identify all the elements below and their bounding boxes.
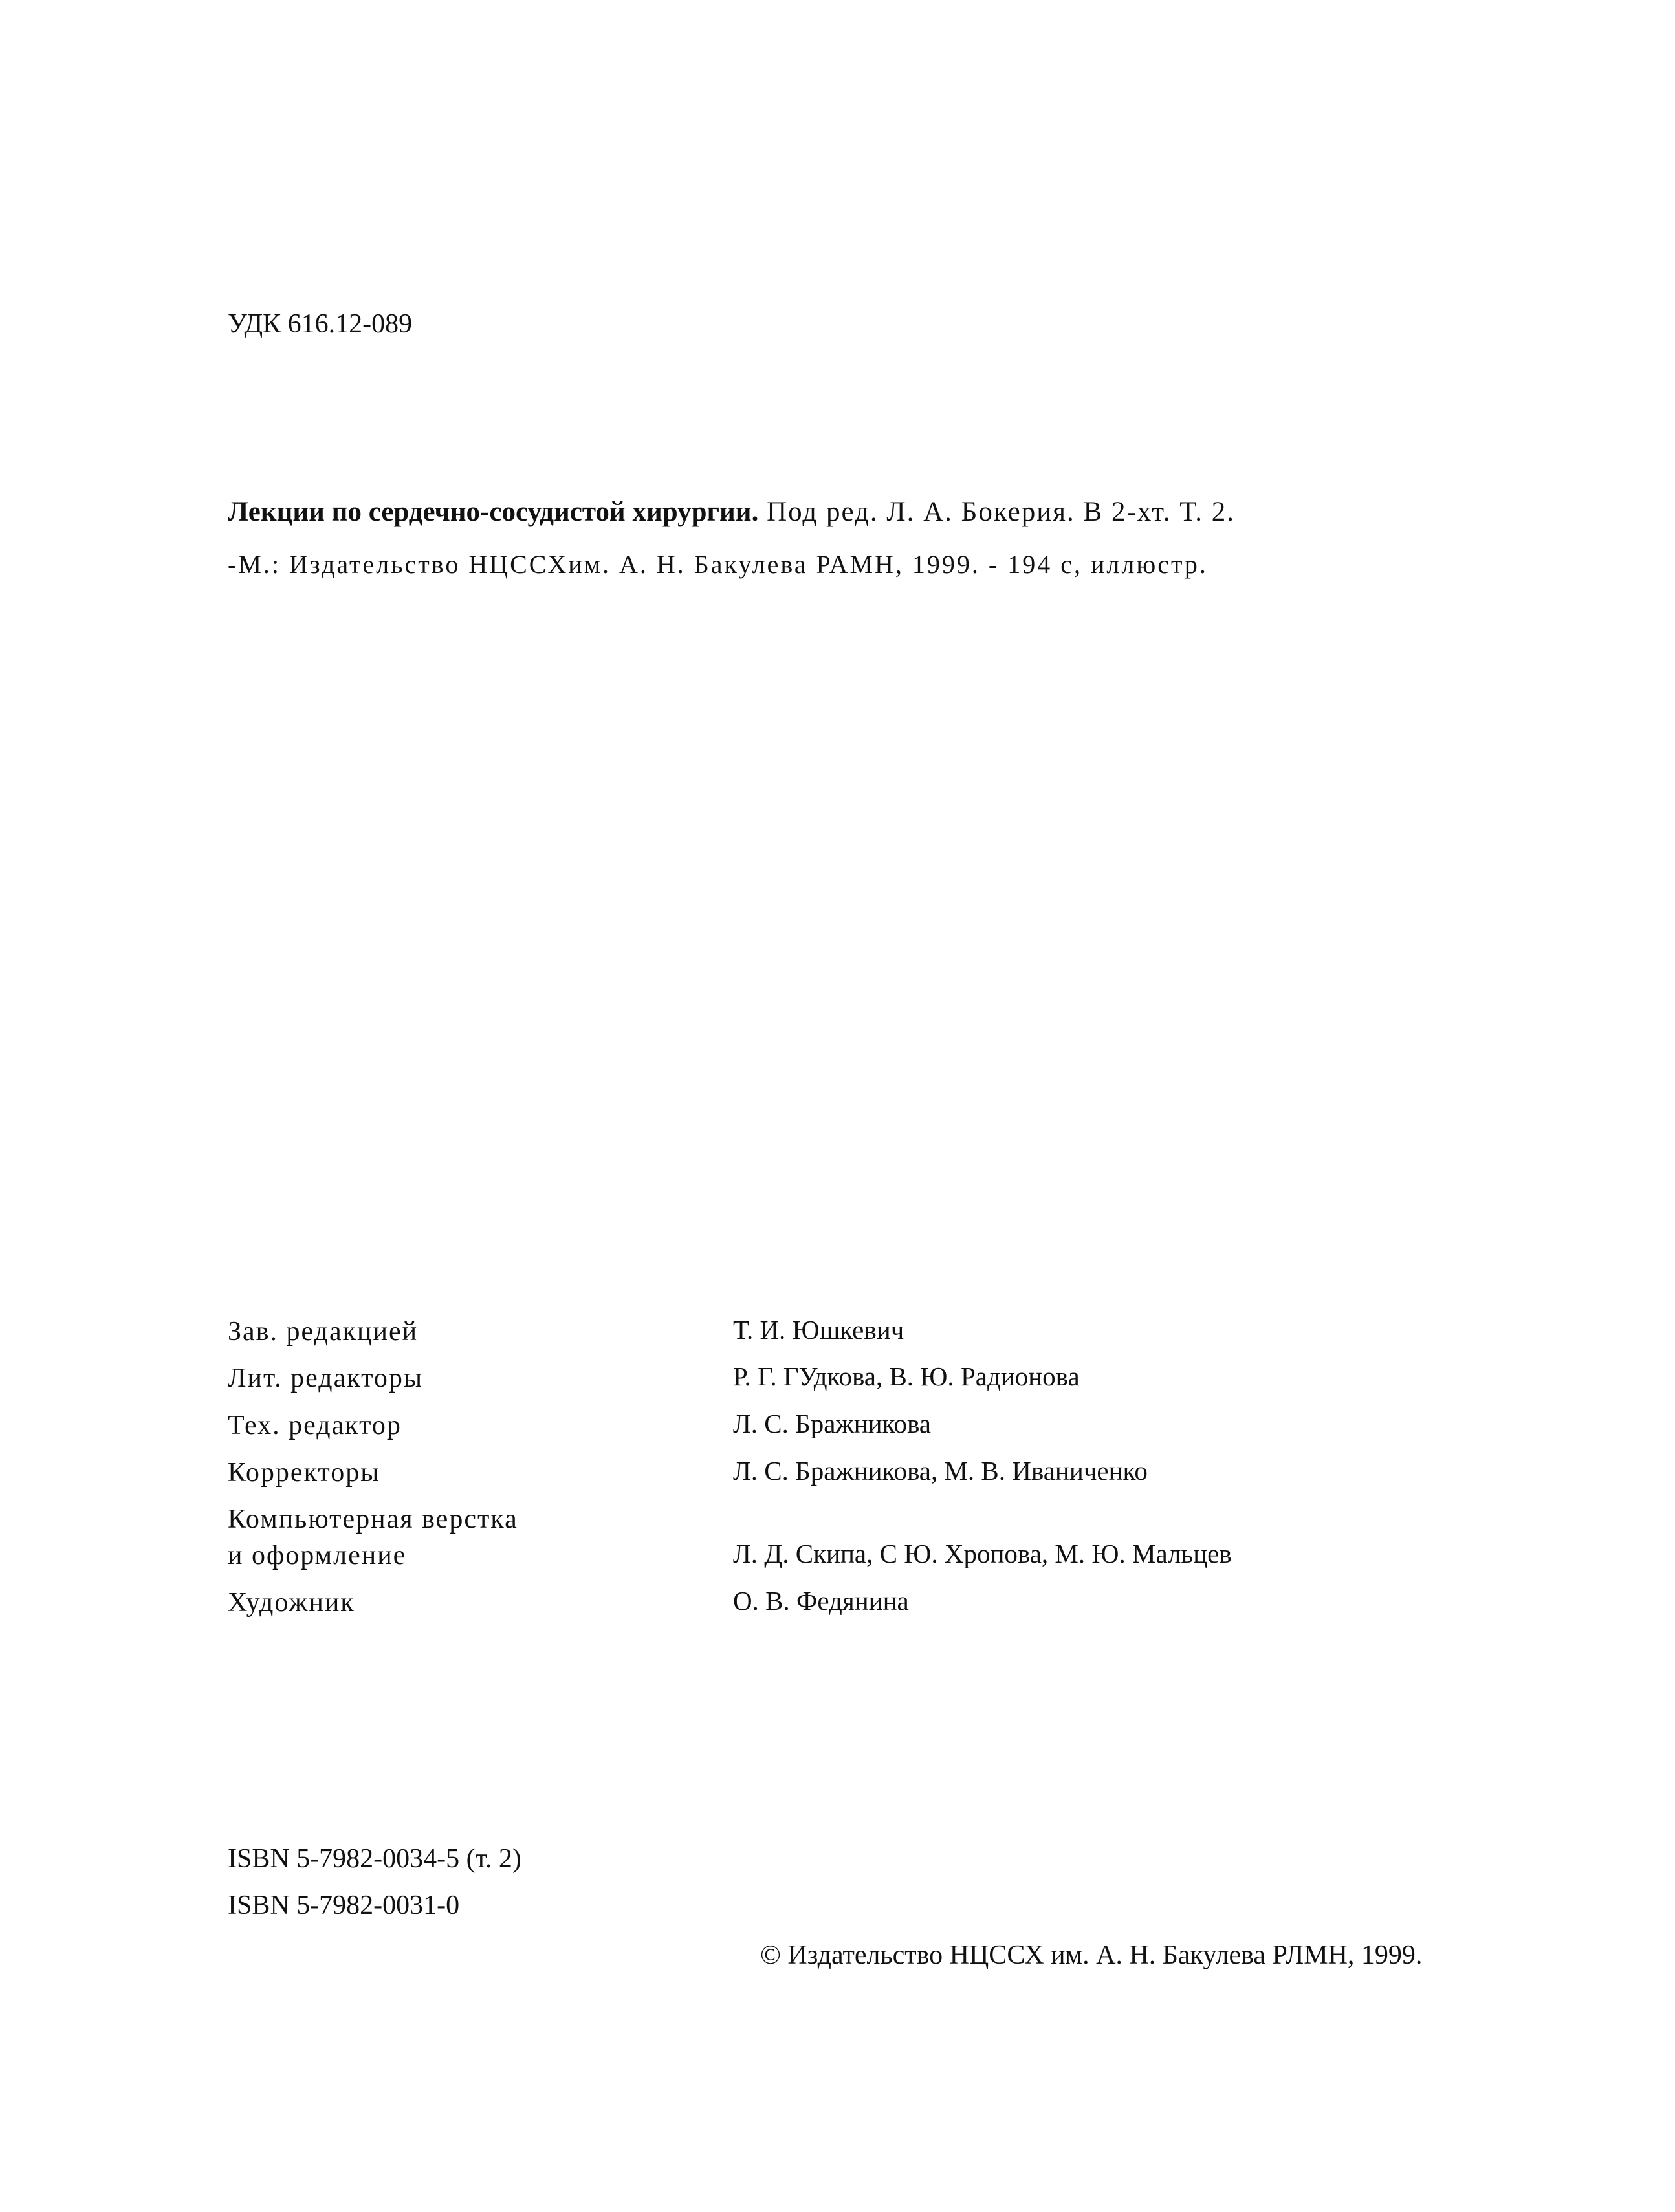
credit-label-chief-editor: Зав. редакцией	[228, 1317, 419, 1347]
credit-value-artist: О. В. Федянина	[733, 1586, 909, 1616]
credit-label-proofreaders: Корректоры	[228, 1458, 380, 1488]
credit-value-layout: Л. Д. Скипа, С Ю. Хропова, М. Ю. Мальцев	[733, 1539, 1232, 1568]
book-title: Лекции по сердечно-сосудистой хирургии.	[228, 497, 759, 527]
credit-label-layout-line2: и оформление	[228, 1541, 407, 1570]
credit-label-artist: Художник	[228, 1588, 355, 1618]
credit-value-literary-editors: Р. Г. ГУдкова, В. Ю. Радионова	[733, 1361, 1080, 1391]
credit-label-layout-line1: Компьютерная верстка	[228, 1504, 518, 1534]
citation-line-2: -М.: Издательство НЦССХим. А. Н. Бакулева РАМН, 1999. - 194 с, иллюстр.	[228, 550, 1208, 579]
credit-value-chief-editor: Т. И. Юшкевич	[733, 1315, 904, 1345]
credit-label-tech-editor: Тех. редактор	[228, 1411, 402, 1440]
citation-editor-volume: Под ред. Л. А. Бокерия. В 2-хт. Т. 2.	[758, 497, 1235, 527]
isbn-set: ISBN 5-7982-0031-0	[228, 1891, 460, 1920]
credit-value-tech-editor: Л. С. Бражникова	[733, 1409, 931, 1438]
citation-line-1	[228, 498, 1235, 526]
credit-value-proofreaders: Л. С. Бражникова, М. В. Иваниченко	[733, 1456, 1148, 1486]
credit-label-literary-editors: Лит. редакторы	[228, 1363, 424, 1393]
udk-code: УДК 616.12-089	[228, 309, 413, 339]
isbn-volume: ISBN 5-7982-0034-5 (т. 2)	[228, 1844, 521, 1874]
copyright-notice: © Издательство НЦССХ им. А. Н. Бакулева РЛМН, 1999.	[760, 1940, 1423, 1970]
